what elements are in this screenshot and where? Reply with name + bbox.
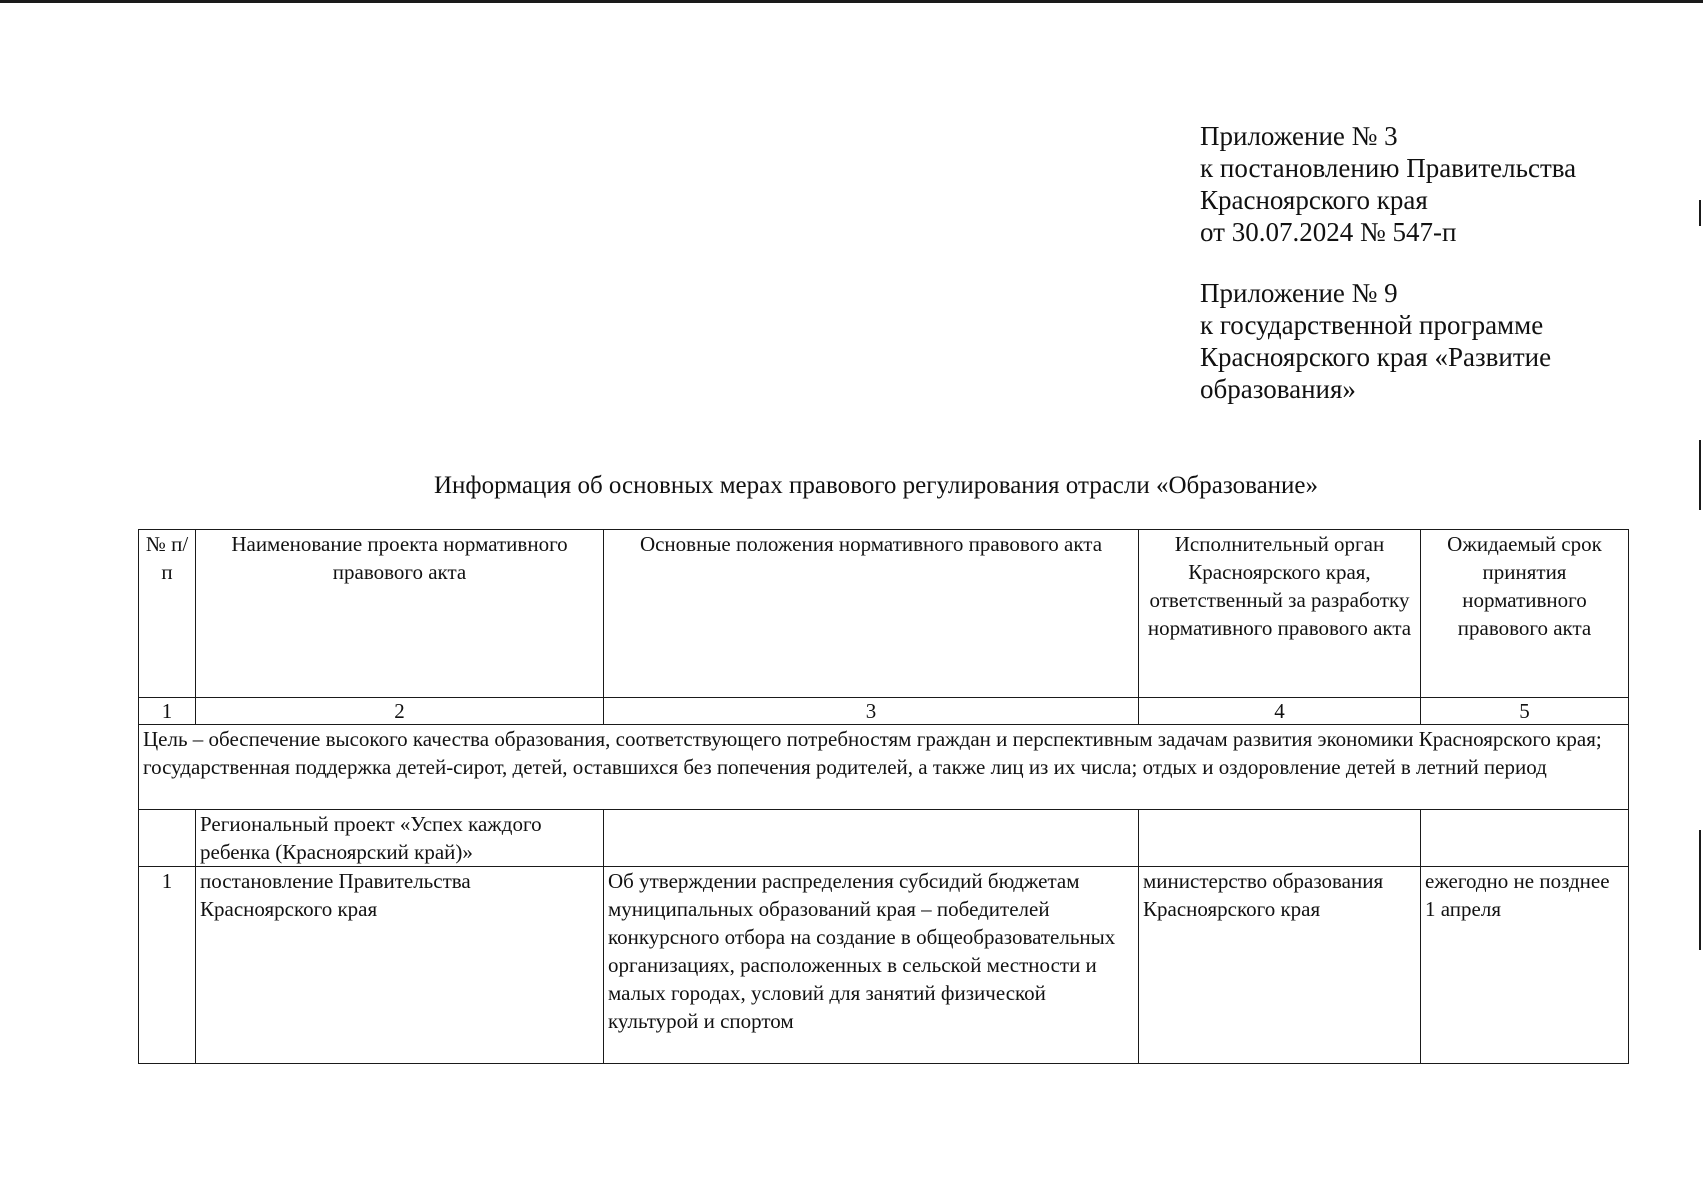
appendix-3-line: к постановлению Правительства xyxy=(1200,153,1577,183)
appendix-9-line: Красноярского края «Развитие xyxy=(1200,342,1552,372)
scan-edge-mark xyxy=(1699,200,1701,226)
appendix-3-line: Красноярского края xyxy=(1200,185,1428,215)
column-number: 5 xyxy=(1421,698,1629,725)
goal-row xyxy=(139,725,1629,810)
column-number: 2 xyxy=(196,698,604,725)
row-deadline: ежегодно не позднее 1 апреля xyxy=(1421,867,1629,1064)
measures-table xyxy=(138,529,1629,1064)
appendix-9-header xyxy=(1200,277,1670,405)
goal-text: Цель – обеспечение высокого качества образования, соответствующего потребностям граждан и перспективным задачам развития экономики Красноярского края; государственная поддержка детей-сирот, детей, оставшихся без попечения родителей, а также лиц из их числа; отдых и оздоровление детей в летний период xyxy=(139,725,1629,810)
project-empty-cell xyxy=(1139,810,1421,867)
appendix-3-line: от 30.07.2024 № 547-п xyxy=(1200,217,1457,247)
appendix-3-header xyxy=(1200,120,1670,248)
header-number: № п/п xyxy=(139,530,196,698)
row-provisions: Об утверждении распределения субсидий бюджетам муниципальных образований края – победителей конкурсного отбора на создание в общеобразовательных организациях, расположенных в сельской местности и малых городах, условий для занятий физической культурой и спортом xyxy=(604,867,1139,1064)
page-top-border xyxy=(0,0,1703,3)
scan-edge-mark xyxy=(1699,830,1701,950)
column-number: 1 xyxy=(139,698,196,725)
row-executor: министерство образования Красноярского края xyxy=(1139,867,1421,1064)
appendix-9-line: к государственной программе xyxy=(1200,310,1544,340)
appendix-3-line: Приложение № 3 xyxy=(1200,121,1398,151)
column-number: 4 xyxy=(1139,698,1421,725)
document-title: Информация об основных мерах правового регулирования отрасли «Образование» xyxy=(433,472,1319,499)
table-header-row xyxy=(139,530,1629,698)
column-number: 3 xyxy=(604,698,1139,725)
header-deadline: Ожидаемый срок принятия нормативного правового акта xyxy=(1421,530,1629,698)
column-number-row xyxy=(139,698,1629,725)
table-row xyxy=(139,867,1629,1064)
project-row xyxy=(139,810,1629,867)
project-number-cell xyxy=(139,810,196,867)
row-number: 1 xyxy=(139,867,196,1064)
project-empty-cell xyxy=(1421,810,1629,867)
project-name: Региональный проект «Успех каждого ребенка (Красноярский край)» xyxy=(196,810,604,867)
appendix-9-line: Приложение № 9 xyxy=(1200,278,1398,308)
header-provisions: Основные положения нормативного правового акта xyxy=(604,530,1139,698)
project-empty-cell xyxy=(604,810,1139,867)
appendix-9-line: образования» xyxy=(1200,374,1356,404)
header-executor: Исполнительный орган Красноярского края, ответственный за разработку нормативного правового акта xyxy=(1139,530,1421,698)
row-act-name: постановление Правительства Красноярского края xyxy=(196,867,604,1064)
header-act-name: Наименование проекта нормативного правового акта xyxy=(196,530,604,698)
